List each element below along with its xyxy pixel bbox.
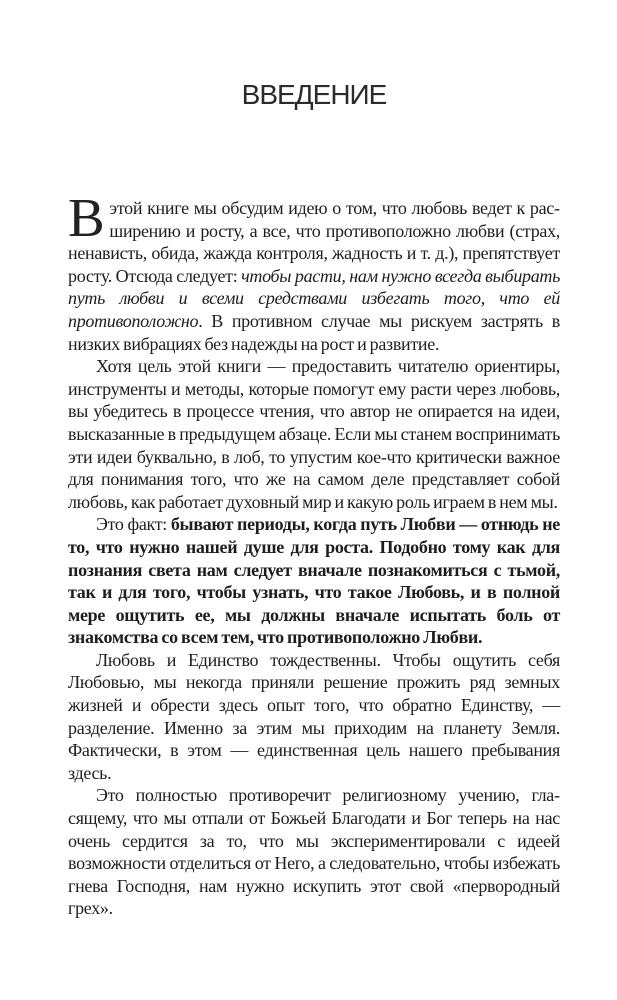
paragraph [68,187,561,355]
text-run-normal: Это факт: [96,514,171,535]
chapter-heading: ВВЕДЕНИЕ [241,79,387,110]
text-run-bold: бывают периоды, когда путь Любви — отнюдь не то, что нужно нашей душе для роста. Подобно тому как для познания света нам следует вначале познакомиться с тьмой, так и для того, чтобы узнать, что такое Любовь, и в полной мере ощутить ее, мы должны вначале испытать боль от знакомства со всем тем, что противоположно Любви. [68,514,560,648]
text-column [68,187,561,920]
text-run-italic: чтобы расти, нам нужно всегда выбирать путь любви и всеми средствами избегать того, что ей противоположно [68,265,561,331]
paragraph [68,355,560,513]
drop-cap-letter: В [68,187,105,248]
text-run-normal: Любовь и Единство тождественны. Чтобы ощутить себя Любовью, мы некогда приняли решение прожить ряд земных жизней и обрести здесь опыт того, что обратно Единству, — разделение. Именно за этим мы приходим на планету Земля. Фактически, в этом — единственная цель нашего пребывания здесь. [68,649,560,783]
text-run-normal: . В противном случае мы рискуем застрять в низких вибрациях без надежды на рост и развитие. [68,310,560,354]
text-run-normal: этой книге мы обсудим идею о том, что любовь ведет к расширению и росту, а все, что противоположно любви (страх, ненависть, обида, жажда контроля, жадность и т. д.), препятствует росту. Отсюда следует: [68,198,560,286]
text-run-normal: Хотя цель этой книги — предоставить читателю ориентиры, инструменты и методы, которые помогут ему расти через любовь, вы убедитесь в процессе чтения, что автор не опирается на идеи, высказанные в предыдущем абзаце. Если мы станем воспринимать эти идеи буквально, в лоб, то упустим кое-что критически важное для понимания того, что же на самом деле представляет собой любовь, как работает духовный мир и какую роль играем в нем мы. [68,356,560,512]
paragraph [68,513,560,649]
text-run-normal: Это полностью противоречит религиозному учению, гласящему, что мы отпали от Божьей Благодати и Бог теперь на нас очень сердится за то, что мы экспериментировали с идеей возможности отделиться от Него, а следовательно, чтобы избежать гнева Господня, нам нужно искупить этот свой «первородный грех». [68,785,560,919]
paragraph [68,649,560,785]
paragraph [68,784,560,920]
